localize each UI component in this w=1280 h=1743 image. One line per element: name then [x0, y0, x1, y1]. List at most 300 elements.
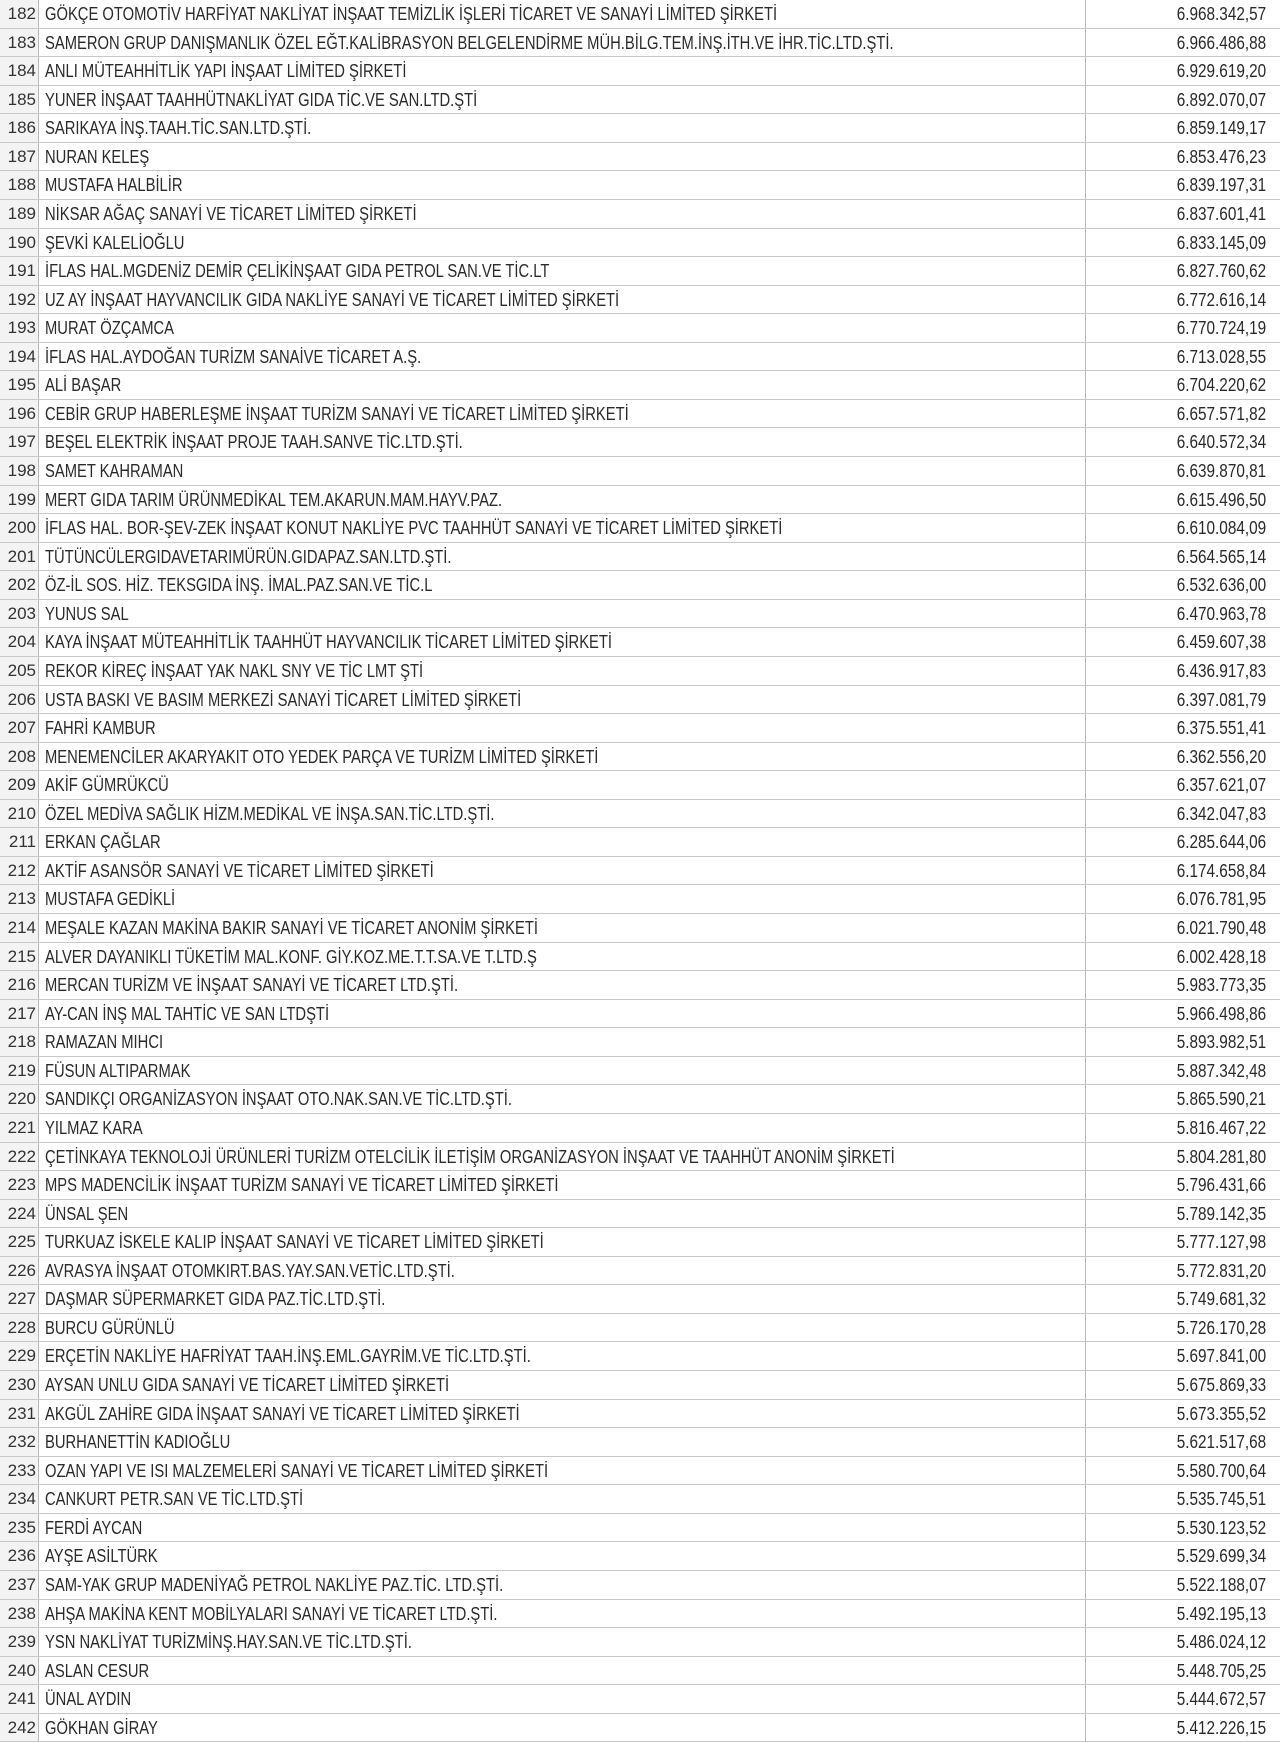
amount-cell[interactable]	[1086, 171, 1280, 199]
amount-text: 5.535.745,51	[1176, 1489, 1266, 1510]
name-text: YILMAZ KARA	[45, 1117, 143, 1138]
name-cell[interactable]	[39, 743, 1086, 771]
name-cell[interactable]	[39, 628, 1086, 656]
amount-cell[interactable]	[1086, 57, 1280, 85]
name-cell[interactable]	[39, 57, 1086, 85]
name-cell[interactable]	[39, 1400, 1086, 1428]
amount-text: 5.529.699,34	[1176, 1546, 1266, 1567]
amount-text: 5.486.024,12	[1176, 1632, 1266, 1653]
row-number-header[interactable]: 214	[0, 914, 39, 942]
amount-cell[interactable]	[1086, 1485, 1280, 1513]
name-cell[interactable]	[39, 1571, 1086, 1599]
row-number-header[interactable]: 241	[0, 1685, 39, 1713]
name-cell[interactable]	[39, 1714, 1086, 1742]
amount-text: 5.675.869,33	[1176, 1375, 1266, 1395]
row-number-header[interactable]: 199	[0, 486, 39, 514]
row-number-header[interactable]: 188	[0, 171, 39, 199]
name-text: MENEMENCİLER AKARYAKIT OTO YEDEK PARÇA VE TURİZM LİMİTED ŞİRKETİ	[45, 746, 599, 767]
name-cell[interactable]	[39, 1428, 1086, 1456]
name-cell[interactable]	[39, 800, 1086, 828]
name-cell[interactable]	[39, 1314, 1086, 1342]
row-number-header[interactable]: 224	[0, 1200, 39, 1228]
table-row	[0, 1028, 1280, 1057]
table-row	[0, 343, 1280, 372]
name-text: USTA BASKI VE BASIM MERKEZİ SANAYİ TİCARET LİMİTED ŞİRKETİ	[45, 689, 522, 710]
table-row	[0, 286, 1280, 315]
amount-cell[interactable]	[1086, 1028, 1280, 1056]
name-text: BEŞEL ELEKTRİK İNŞAAT PROJE TAAH.SANVE TİC.LTD.ŞTİ.	[45, 432, 463, 453]
amount-cell[interactable]	[1086, 1200, 1280, 1228]
amount-text: 6.459.607,38	[1176, 632, 1266, 653]
amount-cell[interactable]	[1086, 1114, 1280, 1142]
table-row	[0, 1285, 1280, 1314]
name-text: AKGÜL ZAHİRE GIDA İNŞAAT SANAYİ VE TİCARET LİMİTED ŞİRKETİ	[45, 1403, 520, 1424]
name-cell[interactable]	[39, 29, 1086, 57]
amount-cell[interactable]	[1086, 971, 1280, 999]
row-number-header[interactable]: 213	[0, 885, 39, 913]
name-cell[interactable]	[39, 600, 1086, 628]
row-number-header[interactable]: 219	[0, 1057, 39, 1085]
amount-text: 5.530.123,52	[1176, 1517, 1266, 1538]
amount-cell[interactable]	[1086, 114, 1280, 142]
row-number-header[interactable]: 240	[0, 1657, 39, 1685]
amount-cell[interactable]	[1086, 29, 1280, 57]
amount-text: 6.610.084,09	[1176, 518, 1266, 539]
row-number-header[interactable]: 206	[0, 686, 39, 714]
amount-text: 5.444.672,57	[1176, 1689, 1266, 1710]
name-cell[interactable]	[39, 1171, 1086, 1199]
name-text: NURAN KELEŞ	[45, 146, 150, 167]
name-text: ERÇETİN NAKLİYE HAFRİYAT TAAH.İNŞ.EML.GAYRİM.VE TİC.LTD.ŞTİ.	[45, 1346, 531, 1367]
row-number-header[interactable]: 238	[0, 1600, 39, 1628]
name-cell[interactable]	[39, 714, 1086, 742]
row-number-header[interactable]: 225	[0, 1228, 39, 1256]
row-number-header[interactable]: 227	[0, 1285, 39, 1313]
amount-cell[interactable]	[1086, 1600, 1280, 1628]
name-cell[interactable]	[39, 143, 1086, 171]
name-text: AKTİF ASANSÖR SANAYİ VE TİCARET LİMİTED ŞİRKETİ	[45, 860, 434, 881]
name-cell[interactable]	[39, 86, 1086, 114]
row-number-header[interactable]: 197	[0, 428, 39, 456]
amount-cell[interactable]	[1086, 743, 1280, 771]
row-number-header[interactable]: 187	[0, 143, 39, 171]
table-row	[0, 1400, 1280, 1429]
name-cell[interactable]	[39, 1028, 1086, 1056]
name-cell[interactable]	[39, 1542, 1086, 1570]
name-cell[interactable]	[39, 343, 1086, 371]
amount-cell[interactable]	[1086, 885, 1280, 913]
row-number-header[interactable]: 228	[0, 1314, 39, 1342]
name-cell[interactable]	[39, 1342, 1086, 1370]
name-cell[interactable]	[39, 114, 1086, 142]
name-cell[interactable]	[39, 914, 1086, 942]
amount-cell[interactable]	[1086, 286, 1280, 314]
amount-cell[interactable]	[1086, 1143, 1280, 1171]
row-number-header[interactable]: 195	[0, 371, 39, 399]
table-row	[0, 714, 1280, 743]
name-cell[interactable]	[39, 286, 1086, 314]
amount-cell[interactable]	[1086, 514, 1280, 542]
row-number-header[interactable]: 212	[0, 857, 39, 885]
table-row	[0, 457, 1280, 486]
name-cell[interactable]	[39, 1657, 1086, 1685]
row-number-header[interactable]: 236	[0, 1542, 39, 1570]
row-number-header[interactable]: 226	[0, 1257, 39, 1285]
name-cell[interactable]	[39, 514, 1086, 542]
amount-text: 5.448.705,25	[1176, 1660, 1266, 1681]
table-row	[0, 628, 1280, 657]
amount-cell[interactable]	[1086, 1542, 1280, 1570]
row-number-header[interactable]: 201	[0, 543, 39, 571]
table-row	[0, 1542, 1280, 1571]
amount-text: 5.893.982,51	[1176, 1032, 1266, 1053]
name-cell[interactable]	[39, 1285, 1086, 1313]
table-row	[0, 1571, 1280, 1600]
amount-cell[interactable]	[1086, 143, 1280, 171]
name-cell[interactable]	[39, 686, 1086, 714]
amount-cell[interactable]	[1086, 314, 1280, 342]
amount-cell[interactable]	[1086, 1628, 1280, 1656]
amount-cell[interactable]	[1086, 1257, 1280, 1285]
name-cell[interactable]	[39, 1200, 1086, 1228]
name-cell[interactable]	[39, 400, 1086, 428]
amount-text: 5.522.188,07	[1176, 1574, 1266, 1595]
row-number-header[interactable]: 189	[0, 200, 39, 228]
row-number-header[interactable]: 205	[0, 657, 39, 685]
amount-text: 6.966.486,88	[1176, 32, 1266, 53]
amount-text: 5.966.498,86	[1176, 1003, 1266, 1024]
table-row	[0, 400, 1280, 429]
name-cell[interactable]	[39, 828, 1086, 856]
amount-cell[interactable]	[1086, 657, 1280, 685]
amount-text: 5.983.773,35	[1176, 975, 1266, 996]
amount-text: 5.796.431,66	[1176, 1175, 1266, 1196]
amount-cell[interactable]	[1086, 400, 1280, 428]
name-cell[interactable]	[39, 1628, 1086, 1656]
amount-cell[interactable]	[1086, 1457, 1280, 1485]
amount-cell[interactable]	[1086, 1314, 1280, 1342]
amount-cell[interactable]	[1086, 914, 1280, 942]
name-cell[interactable]	[39, 1000, 1086, 1028]
name-text: ŞEVKİ KALELİOĞLU	[45, 232, 185, 253]
amount-cell[interactable]	[1086, 257, 1280, 285]
name-cell[interactable]	[39, 1485, 1086, 1513]
name-cell[interactable]	[39, 1257, 1086, 1285]
row-number-header[interactable]: 237	[0, 1571, 39, 1599]
amount-text: 6.076.781,95	[1176, 889, 1266, 910]
name-text: AYŞE ASİLTÜRK	[45, 1546, 158, 1567]
name-cell[interactable]	[39, 428, 1086, 456]
table-row	[0, 943, 1280, 972]
name-cell[interactable]	[39, 0, 1086, 28]
table-row	[0, 514, 1280, 543]
row-number-header[interactable]: 230	[0, 1371, 39, 1399]
row-number-header[interactable]: 215	[0, 943, 39, 971]
table-row	[0, 1657, 1280, 1686]
table-row	[0, 1485, 1280, 1514]
row-number-header[interactable]: 231	[0, 1400, 39, 1428]
amount-text: 6.833.145,09	[1176, 232, 1266, 253]
name-cell[interactable]	[39, 1143, 1086, 1171]
table-row	[0, 428, 1280, 457]
name-cell[interactable]	[39, 885, 1086, 913]
row-number-header[interactable]: 203	[0, 600, 39, 628]
name-text: ALİ BAŞAR	[45, 375, 122, 396]
row-number-header[interactable]: 233	[0, 1457, 39, 1485]
name-cell[interactable]	[39, 943, 1086, 971]
amount-text: 5.789.142,35	[1176, 1203, 1266, 1224]
table-row	[0, 200, 1280, 229]
row-number-header[interactable]: 194	[0, 343, 39, 371]
name-cell[interactable]	[39, 457, 1086, 485]
row-number-header[interactable]: 234	[0, 1485, 39, 1513]
name-text: SAMET KAHRAMAN	[45, 461, 184, 481]
name-cell[interactable]	[39, 1114, 1086, 1142]
name-text: İFLAS HAL.MGDENİZ DEMİR ÇELİKİNŞAAT GIDA PETROL SAN.VE TİC.LT	[45, 261, 550, 282]
amount-cell[interactable]	[1086, 1371, 1280, 1399]
row-number-header[interactable]: 198	[0, 457, 39, 485]
table-row	[0, 1628, 1280, 1657]
amount-text: 6.362.556,20	[1176, 746, 1266, 767]
table-row	[0, 1457, 1280, 1486]
row-number-header[interactable]: 207	[0, 714, 39, 742]
table-row	[0, 29, 1280, 58]
table-row	[0, 914, 1280, 943]
name-cell[interactable]	[39, 1457, 1086, 1485]
amount-text: 6.002.428,18	[1176, 946, 1266, 967]
name-cell[interactable]	[39, 1057, 1086, 1085]
amount-cell[interactable]	[1086, 771, 1280, 799]
amount-text: 5.621.517,68	[1176, 1432, 1266, 1453]
amount-cell[interactable]	[1086, 1400, 1280, 1428]
amount-cell[interactable]	[1086, 857, 1280, 885]
name-text: İFLAS HAL. BOR-ŞEV-ZEK İNŞAAT KONUT NAKLİYE PVC TAAHHÜT SANAYİ VE TİCARET LİMİTED ŞİRKETİ	[45, 518, 783, 539]
amount-text: 6.564.565,14	[1176, 546, 1266, 567]
name-text: DAŞMAR SÜPERMARKET GIDA PAZ.TİC.LTD.ŞTİ.	[45, 1289, 386, 1310]
amount-text: 5.772.831,20	[1176, 1260, 1266, 1281]
amount-cell[interactable]	[1086, 686, 1280, 714]
table-row	[0, 1342, 1280, 1371]
amount-cell[interactable]	[1086, 200, 1280, 228]
amount-cell[interactable]	[1086, 1171, 1280, 1199]
row-number-header[interactable]: 210	[0, 800, 39, 828]
name-text: MERT GIDA TARIM ÜRÜNMEDİKAL TEM.AKARUN.MAM.HAYV.PAZ.	[45, 489, 503, 510]
name-text: TÜTÜNCÜLERGIDAVETARIMÜRÜN.GIDAPAZ.SAN.LTD.ŞTİ.	[45, 546, 452, 567]
name-text: SANDIKÇI ORGANİZASYON İNŞAAT OTO.NAK.SAN.VE TİC.LTD.ŞTİ.	[45, 1089, 512, 1110]
amount-text: 5.412.226,15	[1176, 1717, 1266, 1738]
name-text: SAM-YAK GRUP MADENİYAĞ PETROL NAKLİYE PAZ.TİC. LTD.ŞTİ.	[45, 1574, 504, 1595]
row-number-header[interactable]: 191	[0, 257, 39, 285]
amount-text: 6.357.621,07	[1176, 775, 1266, 796]
amount-text: 6.639.870,81	[1176, 461, 1266, 481]
row-number-header[interactable]: 229	[0, 1342, 39, 1370]
amount-cell[interactable]	[1086, 1228, 1280, 1256]
name-cell[interactable]	[39, 1228, 1086, 1256]
amount-text: 5.580.700,64	[1176, 1460, 1266, 1481]
name-cell[interactable]	[39, 1600, 1086, 1628]
name-cell[interactable]	[39, 1085, 1086, 1113]
row-number-header[interactable]: 221	[0, 1114, 39, 1142]
amount-text: 6.615.496,50	[1176, 489, 1266, 510]
name-cell[interactable]	[39, 771, 1086, 799]
amount-cell[interactable]	[1086, 486, 1280, 514]
amount-cell[interactable]	[1086, 600, 1280, 628]
row-number-header[interactable]: 204	[0, 628, 39, 656]
amount-text: 5.865.590,21	[1176, 1089, 1266, 1110]
amount-text: 6.827.760,62	[1176, 261, 1266, 282]
amount-cell[interactable]	[1086, 1714, 1280, 1742]
name-cell[interactable]	[39, 1685, 1086, 1713]
amount-cell[interactable]	[1086, 1514, 1280, 1542]
table-row	[0, 57, 1280, 86]
name-text: ASLAN CESUR	[45, 1660, 150, 1681]
name-cell[interactable]	[39, 857, 1086, 885]
row-number-header[interactable]: 209	[0, 771, 39, 799]
table-row	[0, 800, 1280, 829]
name-text: ÇETİNKAYA TEKNOLOJİ ÜRÜNLERİ TURİZM OTELCİLİK İLETİŞİM ORGANİZASYON İNŞAAT VE TAAHHÜT ANONİM ŞİRKETİ	[45, 1146, 895, 1167]
amount-cell[interactable]	[1086, 1657, 1280, 1685]
name-text: BURCU GÜRÜNLÜ	[45, 1317, 175, 1338]
name-cell[interactable]	[39, 1514, 1086, 1542]
row-number-header[interactable]: 235	[0, 1514, 39, 1542]
table-row	[0, 686, 1280, 715]
amount-text: 6.174.658,84	[1176, 860, 1266, 881]
amount-cell[interactable]	[1086, 1000, 1280, 1028]
name-cell[interactable]	[39, 657, 1086, 685]
name-cell[interactable]	[39, 486, 1086, 514]
amount-text: 5.726.170,28	[1176, 1317, 1266, 1338]
amount-cell[interactable]	[1086, 1685, 1280, 1713]
name-text: KAYA İNŞAAT MÜTEAHHİTLİK TAAHHÜT HAYVANCILIK TİCARET LİMİTED ŞİRKETİ	[45, 632, 613, 653]
name-cell[interactable]	[39, 314, 1086, 342]
name-cell[interactable]	[39, 543, 1086, 571]
amount-text: 5.673.355,52	[1176, 1403, 1266, 1424]
row-number-header[interactable]: 208	[0, 743, 39, 771]
amount-cell[interactable]	[1086, 1085, 1280, 1113]
amount-cell[interactable]	[1086, 0, 1280, 28]
row-number-header[interactable]: 242	[0, 1714, 39, 1742]
row-number-header[interactable]: 239	[0, 1628, 39, 1656]
table-row	[0, 1085, 1280, 1114]
table-row	[0, 828, 1280, 857]
row-number-header[interactable]: 190	[0, 229, 39, 257]
name-cell[interactable]	[39, 200, 1086, 228]
table-row	[0, 486, 1280, 515]
amount-cell[interactable]	[1086, 86, 1280, 114]
table-row	[0, 857, 1280, 886]
row-number-header[interactable]: 218	[0, 1028, 39, 1056]
amount-cell[interactable]	[1086, 457, 1280, 485]
amount-cell[interactable]	[1086, 828, 1280, 856]
row-number-header[interactable]: 182	[0, 0, 39, 28]
row-number-header[interactable]: 223	[0, 1171, 39, 1199]
amount-cell[interactable]	[1086, 371, 1280, 399]
name-cell[interactable]	[39, 371, 1086, 399]
amount-cell[interactable]	[1086, 1057, 1280, 1085]
amount-cell[interactable]	[1086, 1285, 1280, 1313]
amount-text: 6.470.963,78	[1176, 603, 1266, 624]
amount-text: 6.704.220,62	[1176, 375, 1266, 396]
name-text: YSN NAKLİYAT TURİZMİNŞ.HAY.SAN.VE TİC.LTD.ŞTİ.	[45, 1632, 412, 1653]
table-row	[0, 1143, 1280, 1172]
name-text: FAHRİ KAMBUR	[45, 718, 156, 739]
row-number-header[interactable]: 220	[0, 1085, 39, 1113]
name-text: AKİF GÜMRÜKCÜ	[45, 775, 169, 796]
name-text: AVRASYA İNŞAAT OTOMKIRT.BAS.YAY.SAN.VETİC.LTD.ŞTİ.	[45, 1260, 455, 1281]
name-text: GÖKHAN GİRAY	[45, 1717, 158, 1738]
amount-text: 6.342.047,83	[1176, 803, 1266, 824]
row-number-header[interactable]: 185	[0, 86, 39, 114]
name-cell[interactable]	[39, 257, 1086, 285]
amount-cell[interactable]	[1086, 543, 1280, 571]
row-number-header[interactable]: 183	[0, 29, 39, 57]
name-text: CEBİR GRUP HABERLEŞME İNŞAAT TURİZM SANAYİ VE TİCARET LİMİTED ŞİRKETİ	[45, 403, 629, 424]
amount-text: 5.697.841,00	[1176, 1346, 1266, 1367]
amount-text: 6.021.790,48	[1176, 918, 1266, 938]
row-number-header[interactable]: 211	[0, 828, 39, 856]
row-number-header[interactable]: 186	[0, 114, 39, 142]
amount-cell[interactable]	[1086, 800, 1280, 828]
amount-cell[interactable]	[1086, 1571, 1280, 1599]
row-number-header[interactable]: 193	[0, 314, 39, 342]
amount-text: 5.887.342,48	[1176, 1060, 1266, 1081]
name-text: RAMAZAN MIHCI	[45, 1032, 164, 1053]
amount-text: 6.892.070,07	[1176, 89, 1266, 110]
amount-cell[interactable]	[1086, 571, 1280, 599]
name-text: MERCAN TURİZM VE İNŞAAT SANAYİ VE TİCARET LTD.ŞTİ.	[45, 975, 459, 996]
amount-cell[interactable]	[1086, 1342, 1280, 1370]
name-text: AYSAN UNLU GIDA SANAYİ VE TİCARET LİMİTED ŞİRKETİ	[45, 1375, 450, 1395]
amount-cell[interactable]	[1086, 428, 1280, 456]
amount-cell[interactable]	[1086, 628, 1280, 656]
amount-text: 6.375.551,41	[1176, 718, 1266, 739]
table-row	[0, 1314, 1280, 1343]
row-number-header[interactable]: 184	[0, 57, 39, 85]
name-cell[interactable]	[39, 571, 1086, 599]
amount-cell[interactable]	[1086, 1428, 1280, 1456]
table-row	[0, 771, 1280, 800]
name-text: MEŞALE KAZAN MAKİNA BAKIR SANAYİ VE TİCARET ANONİM ŞİRKETİ	[45, 918, 538, 938]
table-row	[0, 1428, 1280, 1457]
row-number-header[interactable]: 192	[0, 286, 39, 314]
name-cell[interactable]	[39, 229, 1086, 257]
table-row	[0, 314, 1280, 343]
row-number-header[interactable]: 217	[0, 1000, 39, 1028]
name-cell[interactable]	[39, 971, 1086, 999]
name-text: NİKSAR AĞAÇ SANAYİ VE TİCARET LİMİTED ŞİRKETİ	[45, 203, 417, 224]
name-cell[interactable]	[39, 171, 1086, 199]
amount-cell[interactable]	[1086, 343, 1280, 371]
amount-cell[interactable]	[1086, 714, 1280, 742]
name-text: MUSTAFA GEDİKLİ	[45, 889, 176, 910]
row-number-header[interactable]: 196	[0, 400, 39, 428]
amount-cell[interactable]	[1086, 943, 1280, 971]
row-number-header[interactable]: 222	[0, 1143, 39, 1171]
row-number-header[interactable]: 216	[0, 971, 39, 999]
row-number-header[interactable]: 232	[0, 1428, 39, 1456]
row-number-header[interactable]: 202	[0, 571, 39, 599]
amount-text: 6.770.724,19	[1176, 318, 1266, 339]
amount-text: 6.640.572,34	[1176, 432, 1266, 453]
amount-text: 6.837.601,41	[1176, 203, 1266, 224]
name-cell[interactable]	[39, 1371, 1086, 1399]
row-number-header[interactable]: 200	[0, 514, 39, 542]
table-row	[0, 1000, 1280, 1029]
amount-text: 6.657.571,82	[1176, 403, 1266, 424]
amount-cell[interactable]	[1086, 229, 1280, 257]
name-text: FERDİ AYCAN	[45, 1517, 143, 1538]
name-text: AY-CAN İNŞ MAL TAHTİC VE SAN LTDŞTİ	[45, 1003, 330, 1024]
